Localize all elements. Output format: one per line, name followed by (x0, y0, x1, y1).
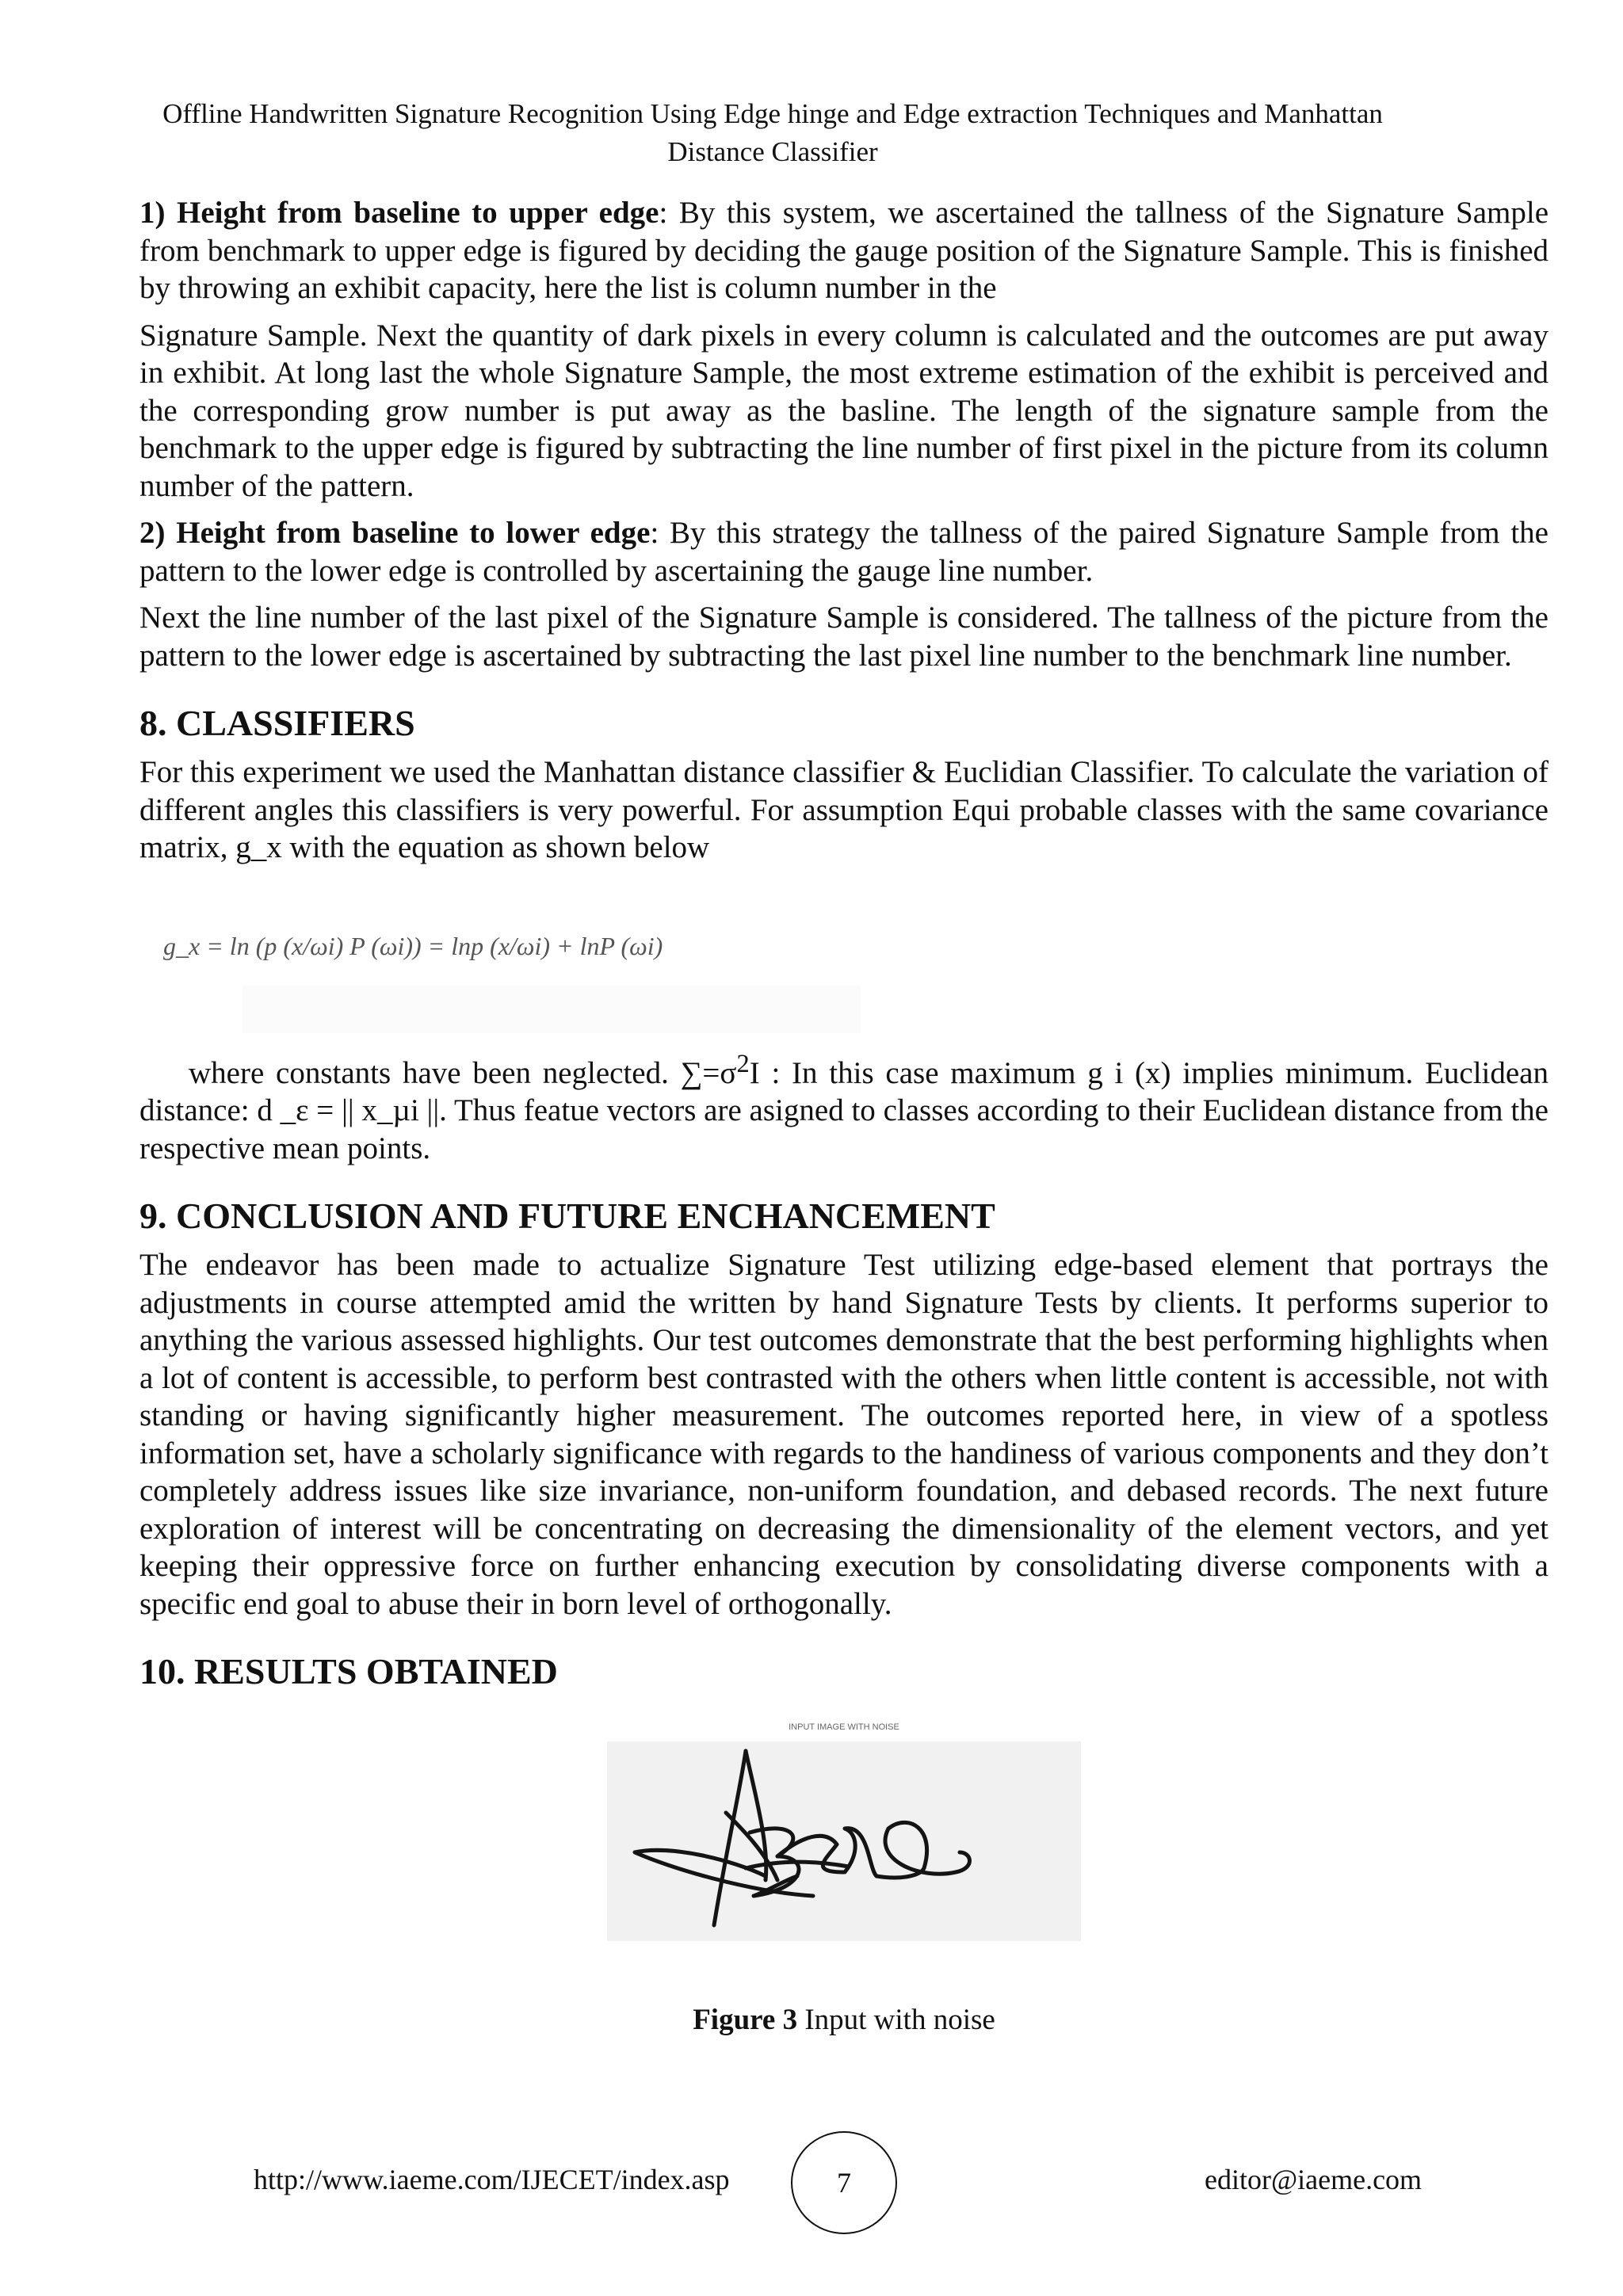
footer-url: http://www.iaeme.com/IJECET/index.asp (254, 2164, 730, 2195)
figure-caption-label: Figure 3 (693, 2004, 798, 2036)
superscript-two: 2 (736, 1049, 750, 1078)
paragraph-height-upper-edge (139, 194, 1549, 307)
term-lower-edge: 2) Height from baseline to lower edge (139, 516, 651, 550)
euclidean-text-b: I : In this case maximum g i (x) implies minimum. Euclidean distance: d _ε = || x_µi ||. Thus featue vectors are asigned to classes according to their Euclidean distance from the respective mean points. (139, 1055, 1549, 1165)
page-number (791, 2131, 897, 2234)
section-heading-classifiers: 8. CLASSIFIERS (139, 703, 415, 743)
page-number-text: 7 (837, 2167, 851, 2199)
paragraph-upper-edge-continued: Signature Sample. Next the quantity of dark pixels in every column is calculated and the outcomes are put away in exhibit. At long last the whole Signature Sample, the most extreme estimation of the exhibit is perceived and the corresponding grow number is put away as the basline. The length of the signature sample from the benchmark to the upper edge is figured by subtracting the line number of first pixel in the picture from its column number of the pattern. (139, 318, 1549, 503)
figure-caption (139, 2003, 1549, 2037)
paragraph-classifiers: For this experiment we used the Manhattan distance classifier & Euclidian Classifier. To calculate the variation of different angles this classifiers is very powerful. For assumption Equi probable classes with the same covariance matrix, g_x with the equation as shown below (139, 755, 1549, 864)
equation-image (163, 914, 1549, 1033)
paragraph-conclusion: The endeavor has been made to actualize Signature Test utilizing edge-based element that portrays the adjustments in course attempted amid the written by hand Signature Tests by clients. It performs superior to anything the various assessed highlights. Our test outcomes demonstrate that the best performing highlights when a lot of content is accessible, to perform best contrasted with the others when little content is accessible, not with standing or having significantly higher measurement. The outcomes reported here, in view of a spotless information set, have a scholarly significance with regards to the handiness of various components and they don’t completely address issues like size invariance, non-uniform foundation, and debased records. The next future exploration of interest will be concentrating on decreasing the dimensionality of the element vectors, and yet keeping their oppressive force on further enhancing execution by consolidating diverse components with a specific end goal to abuse their in born level of orthogonally. (139, 1248, 1549, 1621)
figure-caption-text: Input with noise (797, 2004, 995, 2036)
footer-email: editor@iaeme.com (1205, 2164, 1423, 2195)
signature-image (607, 1722, 1081, 1941)
figure-3 (139, 1710, 1549, 2078)
paragraph-text: : By this system, we ascertained the tallness of the Signature Sample from benchmark to upper edge is figured by deciding the gauge position of the Signature Sample. This is finished by throwing an exhibit capacity, here the list is column number in the (139, 196, 1549, 305)
equation-text: g_x = ln (p (x/ωi) P (ωi)) = lnp (x/ωi) + lnP (ωi) (163, 931, 663, 960)
euclidean-text-a: where constants have been neglected. ∑=σ (189, 1055, 737, 1090)
term-upper-edge: 1) Height from baseline to upper edge (139, 196, 659, 230)
signature-image-label: INPUT IMAGE WITH NOISE (789, 1722, 899, 1732)
paragraph-lower-edge-continued: Next the line number of the last pixel of the Signature Sample is considered. The tallness of the picture from the pattern to the lower edge is ascertained by subtracting the last pixel line number to the benchmark line number. (139, 601, 1549, 673)
equation-image-shade (242, 986, 861, 1033)
main-content (139, 194, 1549, 2078)
signature-drawing (607, 1741, 1081, 1941)
section-heading-conclusion: 9. CONCLUSION AND FUTURE ENCHANCEMENT (139, 1196, 995, 1236)
running-header-line-1: Offline Handwritten Signature Recognition Using Edge hinge and Edge extraction Techniques and Manhattan (162, 98, 1383, 129)
section-heading-results: 10. RESULTS OBTAINED (139, 1651, 558, 1691)
paragraph-height-lower-edge (139, 514, 1549, 589)
running-header (119, 95, 1426, 171)
paragraph-text: : By this strategy the tallness of the paired Signature Sample from the pattern to the lower edge is controlled by ascertaining the gauge line number. (139, 516, 1549, 588)
paragraph-euclidean (139, 1046, 1549, 1168)
running-header-line-2: Distance Classifier (667, 136, 878, 167)
